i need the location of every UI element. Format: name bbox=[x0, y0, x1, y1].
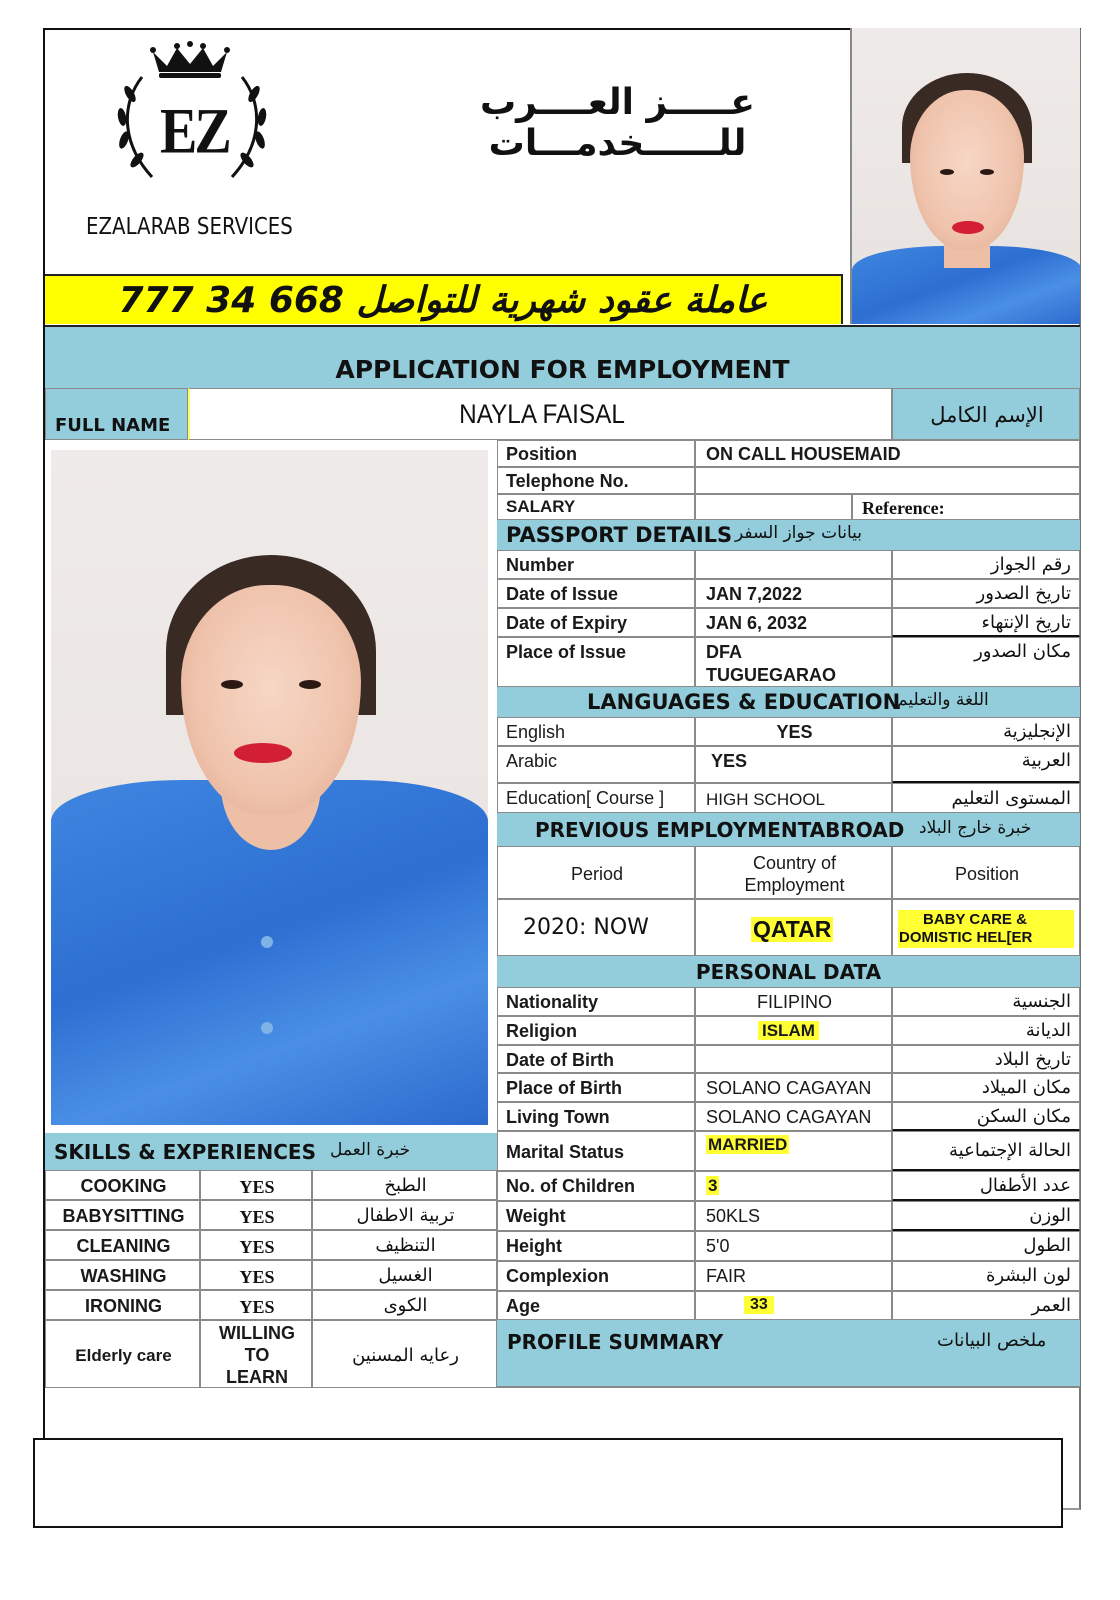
reference-label: Reference: bbox=[862, 498, 945, 518]
education-label-ar-cell bbox=[892, 783, 1080, 813]
skill-cleaning-label-ar: التنظيف bbox=[375, 1235, 436, 1256]
company-name-arabic: عـــــز العــــرب للــــــخدمـــات bbox=[479, 82, 755, 164]
position-header: Position bbox=[954, 864, 1020, 884]
complexion-label: Complexion bbox=[506, 1266, 610, 1286]
date-of-issue-value: JAN 7,2022 bbox=[706, 584, 803, 604]
date-of-birth-label-ar: تاريخ البلاد bbox=[994, 1049, 1071, 1070]
employment-col-period bbox=[497, 846, 695, 899]
age-label-cell bbox=[497, 1291, 695, 1320]
skill-cleaning-label: CLEANING bbox=[76, 1236, 171, 1256]
applicant-photo-large bbox=[51, 450, 488, 1125]
employment-period-field[interactable] bbox=[497, 899, 695, 956]
elderly-care-value-line1: WILLING bbox=[219, 1323, 295, 1343]
skill-cleaning-label-ar-cell bbox=[312, 1230, 497, 1260]
skill-cooking-field[interactable] bbox=[200, 1170, 312, 1200]
passport-section-title-ar: بيانات جواز السفر bbox=[735, 523, 863, 543]
telephone-label: Telephone No. bbox=[506, 471, 629, 491]
english-value: YES bbox=[776, 722, 813, 742]
skill-ironing-label-ar: الكوى bbox=[383, 1295, 428, 1316]
employment-country-field[interactable] bbox=[695, 899, 892, 956]
complexion-field[interactable] bbox=[695, 1261, 892, 1291]
nationality-label-cell bbox=[497, 987, 695, 1016]
full-name-label-ar: الإسم الكامل bbox=[930, 403, 1044, 427]
complexion-label-cell bbox=[497, 1261, 695, 1291]
full-name-value: NAYLA FAISAL bbox=[459, 399, 625, 429]
skill-ironing-field[interactable] bbox=[200, 1290, 312, 1320]
skill-elderly-care-label: Elderly care bbox=[75, 1346, 172, 1365]
date-of-issue-label-cell bbox=[497, 579, 695, 608]
passport-number-label-cell bbox=[497, 550, 695, 579]
age-field[interactable] bbox=[695, 1291, 892, 1320]
salary-label: SALARY bbox=[506, 497, 576, 516]
age-label-ar: العمر bbox=[1031, 1295, 1071, 1316]
employment-col-position bbox=[892, 846, 1080, 899]
marital-status-label-ar-cell bbox=[892, 1131, 1080, 1171]
skill-babysitting-label: BABYSITTING bbox=[62, 1206, 185, 1226]
full-name-label-ar-cell bbox=[892, 388, 1080, 440]
place-of-issue-field[interactable] bbox=[695, 637, 892, 687]
personal-section-header bbox=[497, 956, 1080, 987]
marital-status-value: MARRIED bbox=[708, 1135, 788, 1154]
date-of-birth-label: Date of Birth bbox=[506, 1050, 614, 1070]
date-of-expiry-label-ar: تاريخ الإنتهاء bbox=[981, 612, 1071, 633]
salary-label-cell bbox=[497, 494, 695, 520]
passport-number-label-ar-cell bbox=[892, 550, 1080, 579]
place-of-birth-label: Place of Birth bbox=[506, 1078, 623, 1098]
arabic-value: YES bbox=[711, 751, 748, 771]
salary-field[interactable] bbox=[695, 494, 852, 520]
skill-cleaning-label-cell bbox=[45, 1230, 200, 1260]
skill-washing-label-cell bbox=[45, 1260, 200, 1290]
employment-section-header bbox=[497, 813, 1080, 846]
weight-label-ar: الوزن bbox=[1029, 1205, 1071, 1226]
profile-summary-title: PROFILE SUMMARY bbox=[507, 1330, 724, 1354]
profile-summary-textbox[interactable] bbox=[33, 1438, 1063, 1528]
cooking-value: YES bbox=[239, 1177, 275, 1197]
position-label: Position bbox=[506, 444, 577, 464]
country-header-line1: Country of bbox=[752, 853, 837, 873]
religion-value: ISLAM bbox=[758, 1021, 819, 1040]
complexion-value: FAIR bbox=[706, 1266, 747, 1286]
ironing-value: YES bbox=[239, 1297, 275, 1317]
children-value: 3 bbox=[708, 1176, 718, 1195]
religion-label: Religion bbox=[506, 1021, 577, 1041]
weight-field[interactable] bbox=[695, 1201, 892, 1231]
children-label-ar: عدد الأطفال bbox=[979, 1175, 1071, 1196]
living-town-label-ar-cell bbox=[892, 1102, 1080, 1131]
marital-status-label: Marital Status bbox=[506, 1142, 625, 1162]
living-town-value: SOLANO CAGAYAN bbox=[706, 1107, 872, 1127]
position-label-cell bbox=[497, 440, 695, 467]
place-of-issue-label-cell bbox=[497, 637, 695, 687]
age-label: Age bbox=[506, 1296, 541, 1316]
date-of-issue-label-ar: تاريخ الصدور bbox=[976, 583, 1071, 604]
skill-cleaning-field[interactable] bbox=[200, 1230, 312, 1260]
religion-label-cell bbox=[497, 1016, 695, 1045]
weight-label: Weight bbox=[506, 1206, 566, 1226]
age-value: 33 bbox=[744, 1296, 774, 1314]
education-label-ar: المستوى التعليم bbox=[951, 788, 1071, 809]
age-label-ar-cell bbox=[892, 1291, 1080, 1320]
employment-section-title-ar: خبرة خارج البلاد bbox=[919, 818, 1032, 838]
skills-section-header bbox=[45, 1133, 497, 1170]
skill-washing-label-ar-cell bbox=[312, 1260, 497, 1290]
weight-label-ar-cell bbox=[892, 1201, 1080, 1231]
applicant-photo-small bbox=[850, 28, 1080, 324]
country-header-line2: Employment bbox=[744, 875, 845, 895]
date-of-birth-label-cell bbox=[497, 1045, 695, 1073]
employment-position-line1: BABY CARE & bbox=[923, 911, 1027, 928]
skill-cooking-label-ar-cell bbox=[312, 1170, 497, 1200]
living-town-label-ar: مكان السكن bbox=[976, 1106, 1071, 1127]
employment-position-field[interactable] bbox=[892, 899, 1080, 956]
skill-washing-label: WASHING bbox=[80, 1266, 167, 1286]
employment-country-value: QATAR bbox=[753, 916, 832, 942]
living-town-field[interactable] bbox=[695, 1102, 892, 1131]
languages-section-header bbox=[497, 687, 1080, 717]
skill-cooking-label: COOKING bbox=[80, 1176, 167, 1196]
religion-label-ar-cell bbox=[892, 1016, 1080, 1045]
living-town-label: Living Town bbox=[506, 1107, 610, 1127]
nationality-value: FILIPINO bbox=[756, 992, 832, 1012]
skill-washing-field[interactable] bbox=[200, 1260, 312, 1290]
contact-banner bbox=[45, 274, 843, 324]
nationality-label: Nationality bbox=[506, 992, 599, 1012]
skills-section-title-ar: خبرة العمل bbox=[330, 1140, 411, 1160]
babysitting-value: YES bbox=[239, 1207, 275, 1227]
height-label: Height bbox=[506, 1236, 562, 1256]
form-title-bar bbox=[45, 325, 1080, 388]
skill-elderly-care-field[interactable] bbox=[200, 1320, 312, 1388]
skill-ironing-label-cell bbox=[45, 1290, 200, 1320]
place-of-birth-label-cell bbox=[497, 1073, 695, 1102]
living-town-label-cell bbox=[497, 1102, 695, 1131]
washing-value: YES bbox=[239, 1267, 275, 1287]
full-name-label: FULL NAME bbox=[55, 415, 171, 436]
education-field[interactable] bbox=[695, 783, 892, 813]
complexion-label-ar: لون البشرة bbox=[985, 1265, 1071, 1286]
date-of-birth-label-ar-cell bbox=[892, 1045, 1080, 1073]
reference-cell[interactable] bbox=[852, 494, 1080, 520]
english-label-cell bbox=[497, 717, 695, 746]
employment-col-country bbox=[695, 846, 892, 899]
date-of-expiry-label-ar-cell bbox=[892, 608, 1080, 637]
passport-number-label: Number bbox=[506, 555, 575, 575]
english-label: English bbox=[506, 722, 566, 742]
passport-section-header bbox=[497, 520, 1080, 550]
arabic-label-ar-cell bbox=[892, 746, 1080, 783]
employment-period-value: 2020: NOW bbox=[523, 915, 649, 940]
place-of-issue-value-line2: TUGUEGARAO bbox=[706, 665, 836, 685]
company-name: EZALARAB SERVICES bbox=[86, 214, 293, 240]
period-header: Period bbox=[570, 864, 624, 884]
elderly-care-value-line2: TO bbox=[244, 1345, 270, 1365]
languages-section-title-ar: اللغة والتعليم bbox=[897, 690, 989, 710]
english-label-ar: الإنجليزية bbox=[1003, 721, 1071, 742]
place-of-issue-label-ar: مكان الصدور bbox=[974, 641, 1071, 662]
passport-number-label-ar: رقم الجواز bbox=[990, 554, 1071, 575]
children-field[interactable] bbox=[695, 1171, 892, 1201]
nationality-field[interactable] bbox=[695, 987, 892, 1016]
skill-babysitting-label-ar-cell bbox=[312, 1200, 497, 1230]
date-of-expiry-field[interactable] bbox=[695, 608, 892, 637]
telephone-label-cell bbox=[497, 467, 695, 494]
date-of-expiry-label: Date of Expiry bbox=[506, 613, 628, 633]
telephone-field[interactable] bbox=[695, 467, 1080, 494]
arabic-label-cell bbox=[497, 746, 695, 783]
profile-summary-header bbox=[497, 1320, 1080, 1388]
height-value: 5'0 bbox=[706, 1236, 730, 1256]
nationality-label-ar: الجنسية bbox=[1012, 991, 1071, 1012]
passport-number-field[interactable] bbox=[695, 550, 892, 579]
skill-cooking-label-ar: الطبخ bbox=[384, 1175, 427, 1196]
date-of-issue-field[interactable] bbox=[695, 579, 892, 608]
form-title: APPLICATION FOR EMPLOYMENT bbox=[335, 355, 790, 384]
skill-elderly-care-label-cell bbox=[45, 1320, 200, 1388]
height-label-ar: الطول bbox=[1023, 1235, 1071, 1256]
skill-washing-label-ar: الغسيل bbox=[378, 1265, 433, 1286]
religion-label-ar: الديانة bbox=[1025, 1020, 1071, 1041]
date-of-expiry-value: JAN 6, 2032 bbox=[706, 613, 808, 633]
weight-value: 50KLS bbox=[706, 1206, 761, 1226]
children-label-cell bbox=[497, 1171, 695, 1201]
date-of-birth-field[interactable] bbox=[695, 1045, 892, 1073]
marital-status-label-ar: الحالة الإجتماعية bbox=[949, 1140, 1071, 1161]
skill-ironing-label-ar-cell bbox=[312, 1290, 497, 1320]
skill-babysitting-field[interactable] bbox=[200, 1200, 312, 1230]
marital-status-field[interactable] bbox=[695, 1131, 892, 1171]
date-of-issue-label: Date of Issue bbox=[506, 584, 619, 604]
logo-initials: EZ bbox=[160, 96, 229, 168]
skill-elderly-care-label-ar: رعايه المسنين bbox=[352, 1345, 459, 1366]
height-label-ar-cell bbox=[892, 1231, 1080, 1261]
personal-section-title: PERSONAL DATA bbox=[695, 960, 882, 984]
english-field[interactable] bbox=[695, 717, 892, 746]
arabic-field[interactable] bbox=[695, 746, 892, 783]
place-of-birth-label-ar-cell bbox=[892, 1073, 1080, 1102]
date-of-issue-label-ar-cell bbox=[892, 579, 1080, 608]
full-name-label-cell bbox=[45, 388, 188, 440]
position-value: ON CALL HOUSEMAID bbox=[706, 444, 901, 464]
weight-label-cell bbox=[497, 1201, 695, 1231]
skill-babysitting-label-cell bbox=[45, 1200, 200, 1230]
skill-babysitting-label-ar: تربية الاطفال bbox=[356, 1205, 455, 1226]
position-field[interactable] bbox=[695, 440, 1080, 467]
date-of-expiry-label-cell bbox=[497, 608, 695, 637]
place-of-issue-value-line1: DFA bbox=[706, 642, 742, 662]
skills-section-title: SKILLS & EXPERIENCES bbox=[54, 1140, 316, 1164]
full-name-field[interactable] bbox=[188, 388, 892, 440]
place-of-issue-label: Place of Issue bbox=[506, 642, 627, 662]
marital-status-label-cell bbox=[497, 1131, 695, 1171]
languages-section-title: LANGUAGES & EDUCATION bbox=[587, 690, 901, 714]
arabic-label-ar: العربية bbox=[1021, 750, 1071, 771]
english-label-ar-cell bbox=[892, 717, 1080, 746]
place-of-birth-value: SOLANO CAGAYAN bbox=[706, 1078, 872, 1098]
religion-field[interactable] bbox=[695, 1016, 892, 1045]
contact-banner-text: عاملة عقود شهرية للتواصل 668 34 777 bbox=[118, 279, 768, 321]
profile-summary-title-ar: ملخص البيانات bbox=[937, 1330, 1047, 1351]
skill-ironing-label: IRONING bbox=[84, 1296, 162, 1316]
elderly-care-value-line3: LEARN bbox=[226, 1367, 288, 1387]
passport-section-title: PASSPORT DETAILS bbox=[506, 523, 733, 547]
education-label-cell bbox=[497, 783, 695, 813]
children-label-ar-cell bbox=[892, 1171, 1080, 1201]
complexion-label-ar-cell bbox=[892, 1261, 1080, 1291]
arabic-label: Arabic bbox=[506, 751, 558, 771]
height-field[interactable] bbox=[695, 1231, 892, 1261]
skill-cooking-label-cell bbox=[45, 1170, 200, 1200]
employment-position-line2: DOMISTIC HEL[ER bbox=[899, 929, 1033, 946]
children-label: No. of Children bbox=[506, 1176, 635, 1196]
education-label: Education[ Course ] bbox=[506, 788, 665, 808]
cleaning-value: YES bbox=[239, 1237, 275, 1257]
place-of-issue-label-ar-cell bbox=[892, 637, 1080, 687]
employment-section-title: PREVIOUS EMPLOYMENTABROAD bbox=[535, 818, 905, 842]
nationality-label-ar-cell bbox=[892, 987, 1080, 1016]
place-of-birth-field[interactable] bbox=[695, 1073, 892, 1102]
place-of-birth-label-ar: مكان الميلاد bbox=[981, 1077, 1071, 1098]
skill-elderly-care-label-ar-cell bbox=[312, 1320, 497, 1388]
height-label-cell bbox=[497, 1231, 695, 1261]
education-value: HIGH SCHOOL bbox=[706, 790, 826, 809]
